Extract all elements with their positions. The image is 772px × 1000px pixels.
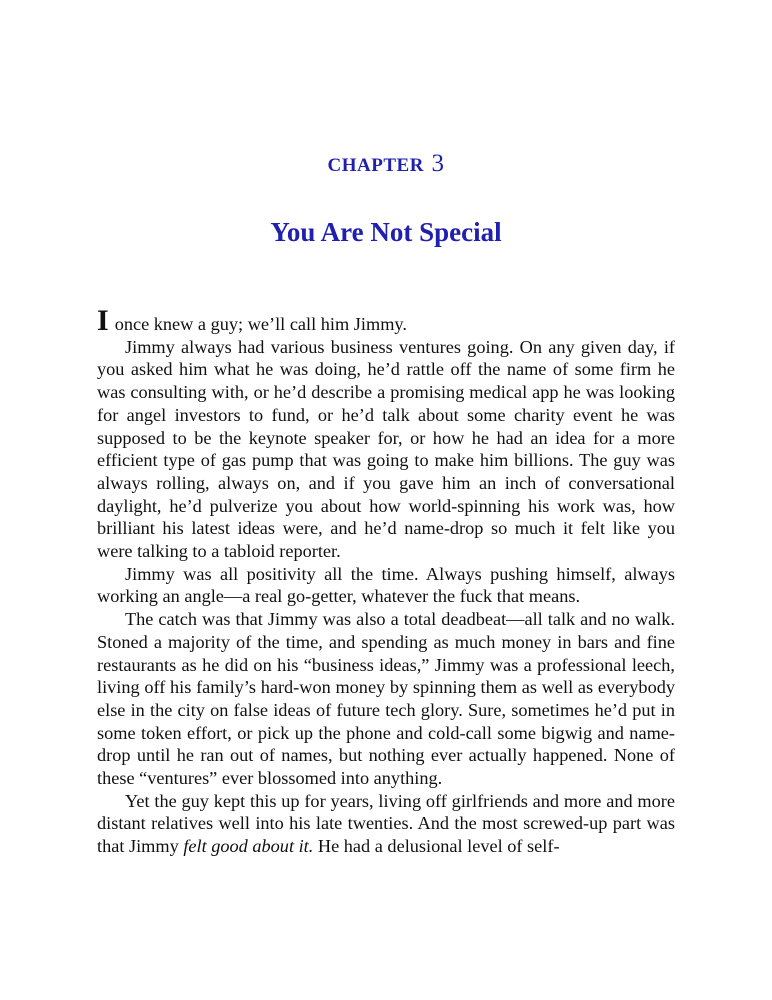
paragraph-5-text-start: Yet the guy kept this up for years, living off girlfriends and more and more distant relatives well into his late twenties. And the most screwed-up part was that Jimmy	[97, 790, 675, 857]
paragraph-2: Jimmy always had various business ventures going. On any given day, if you asked him what he was doing, he’d rattle off the name of some firm he was consulting with, or he’d describe a promising medical app he was looking for angel investors to fund, or he’d talk about some charity event he was supposed to be the keynote speaker for, or how he had an idea for a more efficient type of gas pump that was going to make him billions. The guy was always rolling, always on, and if you gave him an inch of conversational daylight, he’d pulverize you about how world-spinning his work was, how brilliant his latest ideas were, and he’d name-drop so much it felt like you were talking to a tabloid reporter.	[97, 336, 675, 562]
paragraph-1-text: once knew a guy; we’ll call him Jimmy.	[114, 314, 407, 334]
paragraph-5-text-end: He had a delusional level of self-	[313, 836, 560, 857]
chapter-label	[0, 150, 772, 178]
chapter-title: You Are Not Special	[270, 217, 502, 247]
chapter-label-word: CHAPTER	[327, 155, 424, 176]
paragraph-4: The catch was that Jimmy was also a total deadbeat—all talk and no walk. Stoned a majority of the time, and spending as much money in bars and fine restaurants as he did on his “business ideas,” Jimmy was a professional leech, living off his family’s hard-won money by spinning them as well as everybody else in the city on false ideas of future tech glory. Sure, sometimes he’d put in some token effort, or pick up the phone and cold-call some bigwig and name-drop until he ran out of names, but nothing ever actually happened. None of these “ventures” ever blossomed into anything.	[97, 609, 675, 789]
chapter-body	[97, 304, 675, 858]
paragraph-5-emphasis: felt good about it.	[183, 836, 314, 857]
paragraph-1	[97, 304, 675, 337]
drop-cap: I	[97, 304, 109, 337]
paragraph-3: Jimmy was all positivity all the time. Always pushing himself, always working an angle—a real go-getter, whatever the fuck that means.	[97, 563, 675, 607]
paragraph-5	[97, 790, 675, 858]
chapter-number: 3	[431, 150, 445, 177]
